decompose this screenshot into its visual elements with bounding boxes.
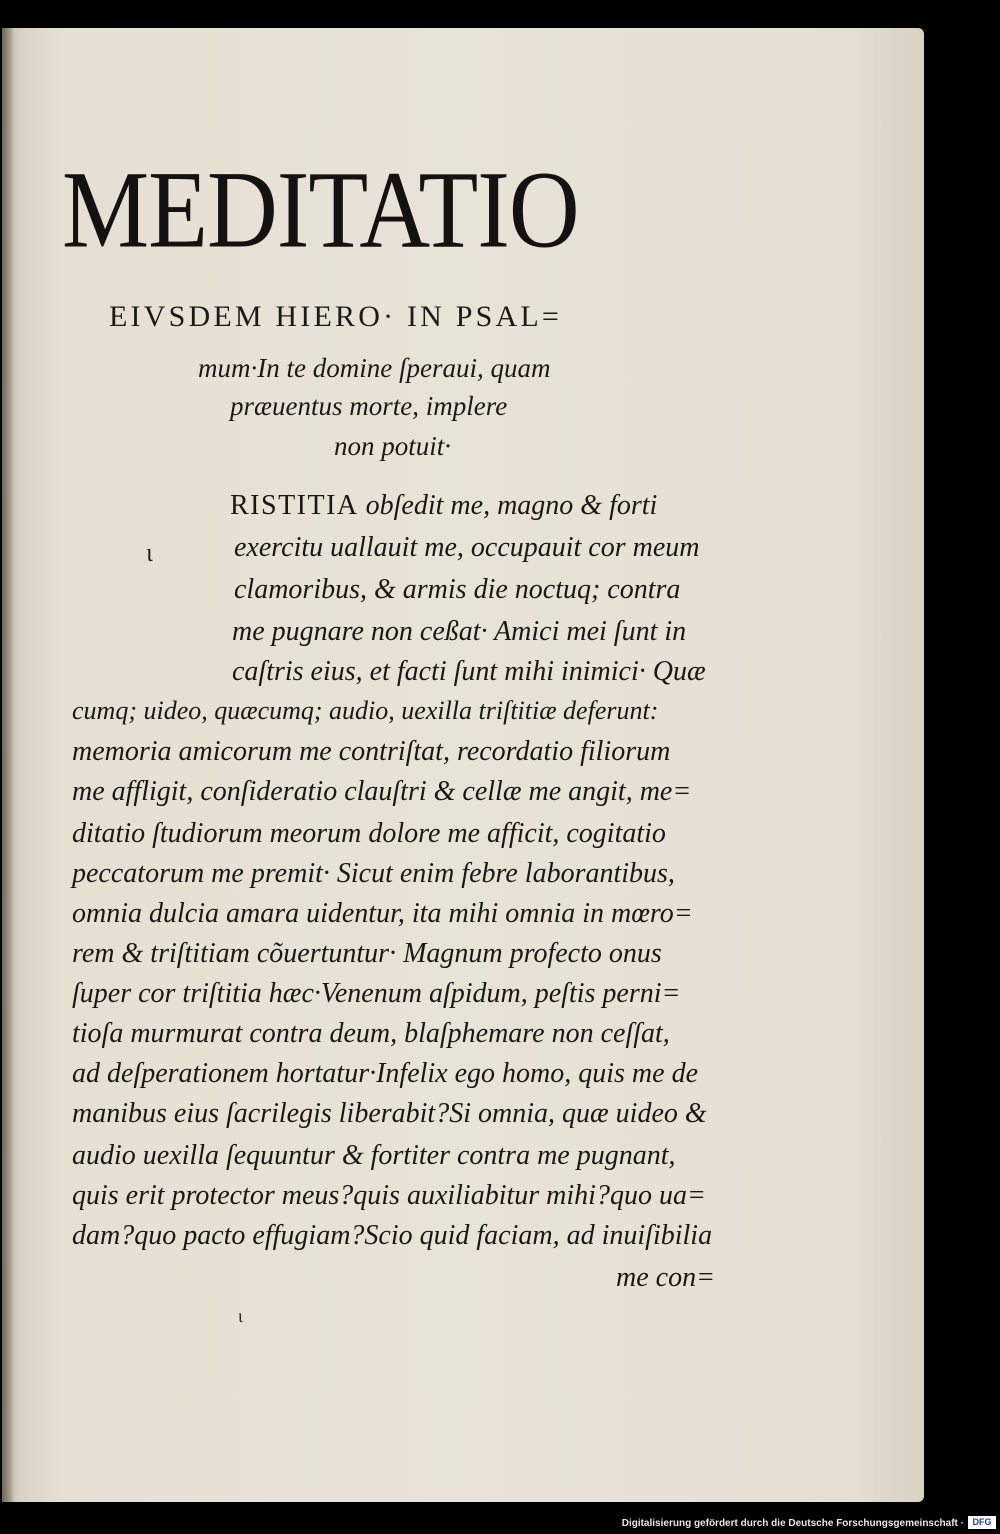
body-line: peccatorum me premit· Sicut enim febre laborantibus,	[72, 858, 675, 889]
heading-line: mum·In te domine ſperaui, quam	[198, 353, 551, 383]
digitization-credit: Digitalisierung gefördert durch die Deutsche Forschungsgemeinschaft ·	[621, 1518, 964, 1529]
catchword: me con=	[616, 1262, 715, 1293]
body-line: cumq; uideo, quæcumq; audio, uexilla triſtitiæ deferunt:	[72, 696, 659, 725]
body-line: memoria amicorum me contriſtat, recordatio filiorum	[72, 736, 671, 767]
body-line: me pugnare non ceßat· Amici mei ſunt in	[232, 616, 687, 647]
margin-mark-icon: ɩ	[146, 538, 153, 567]
body-line: tioſa murmurat contra deum, blaſphemare non ceſſat,	[72, 1018, 670, 1049]
body-line: dam?quo pacto effugiam?Scio quid faciam, ad inuiſibilia	[72, 1220, 713, 1251]
body-first-line	[230, 490, 657, 522]
body-line: audio uexilla ſequuntur & fortiter contra me pugnant,	[72, 1140, 676, 1171]
body-line: quis erit protector meus?quis auxiliabitur mihi?quo ua=	[72, 1180, 706, 1211]
heading-line: non potuit·	[334, 431, 452, 461]
body-text	[2, 28, 924, 1502]
dfg-logo-icon: DFG	[968, 1516, 996, 1529]
body-line: caſtris eius, et facti ſunt mihi inimici· Quæ	[232, 656, 706, 687]
body-line: clamoribus, & armis die noctuq; contra	[234, 574, 681, 605]
body-line: me affligit, conſideratio clauſtri & cellæ me angit, me=	[72, 776, 692, 807]
page-title: MEDITATIO	[62, 150, 579, 272]
body-line: ditatio ſtudiorum meorum dolore me afficit, cogitatio	[72, 818, 666, 849]
body-line: omnia dulcia amara uidentur, ita mihi omnia in mœro=	[72, 898, 693, 929]
heading-line: præuentus morte, implere	[230, 391, 508, 421]
body-line: exercitu uallauit me, occupauit cor meum	[234, 532, 700, 563]
body-line: manibus eius ſacrilegis liberabit?Si omnia, quæ uideo &	[72, 1098, 707, 1129]
ink-speck-icon: ɩ	[238, 1306, 243, 1326]
first-line-rest: obſedit me, magno & forti	[358, 490, 658, 521]
body-line: ad deſperationem hortatur·Infelix ego homo, quis me de	[72, 1058, 699, 1089]
book-page	[2, 28, 924, 1502]
body-line: ſuper cor triſtitia hæc·Venenum aſpidum, peſtis perni=	[72, 978, 681, 1009]
body-line: rem & triſtitiam cõuertuntur· Magnum profecto onus	[72, 938, 662, 969]
incipit-caps: RISTITIA	[230, 490, 359, 521]
heading-caps: EIVSDEM HIERO· IN PSAL=	[109, 300, 563, 333]
